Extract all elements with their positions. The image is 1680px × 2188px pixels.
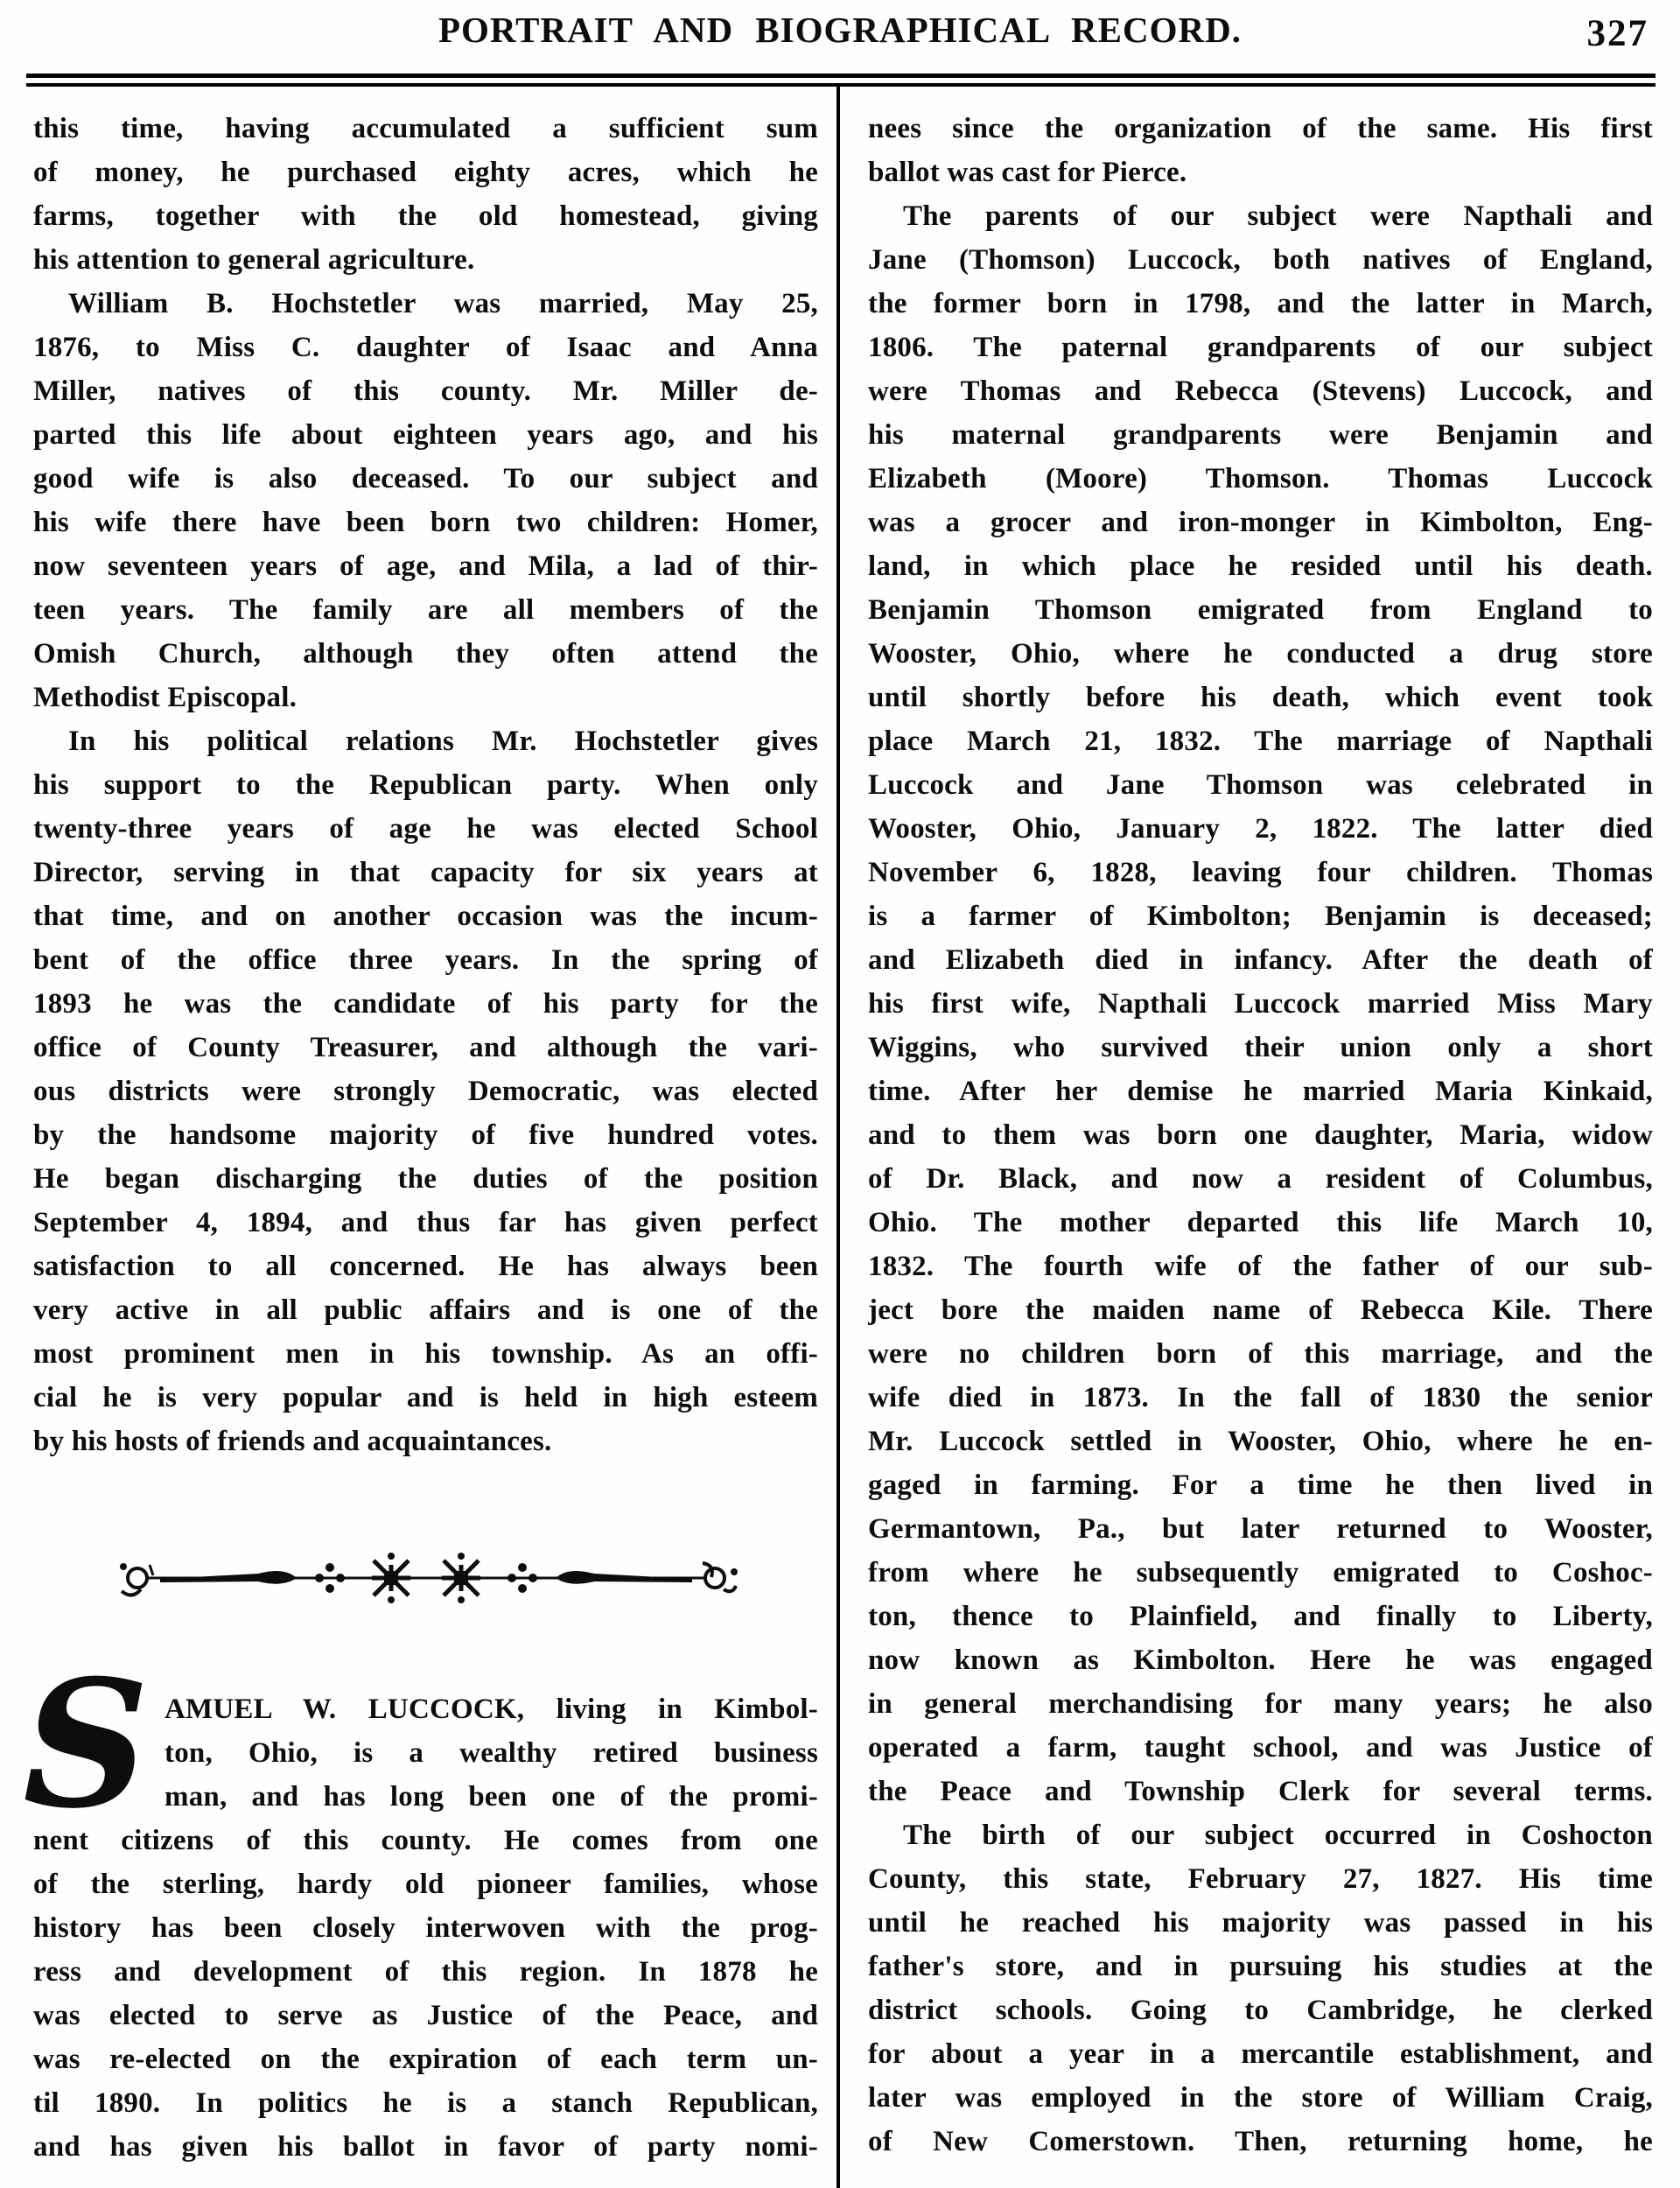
text-line: father's store, and in pursuing his studies at the: [868, 1951, 1653, 1982]
header-rule-bottom: [26, 83, 1656, 87]
text-line: his support to the Republican party. When only: [33, 769, 818, 801]
page-number: 327: [1586, 13, 1648, 54]
text-line: ton, Ohio, is a wealthy retired business: [164, 1737, 818, 1769]
text-line: history has been closely interwoven with the prog-: [33, 1912, 818, 1944]
text-line: wife died in 1873. In the fall of 1830 the senior: [868, 1382, 1653, 1413]
text-line: teen years. The family are all members of the: [33, 594, 818, 626]
text-line: September 4, 1894, and thus far has given perfect: [33, 1207, 818, 1238]
text-line: district schools. Going to Cambridge, he clerked: [868, 1995, 1653, 2026]
text-line: of the sterling, hardy old pioneer families, whose: [33, 1869, 818, 1900]
left-column: [23, 107, 818, 2169]
text-line: Director, serving in that capacity for six years at: [33, 857, 818, 888]
text-line: operated a farm, taught school, and was Justice of: [868, 1732, 1653, 1764]
text-line: and to them was born one daughter, Maria, widow: [868, 1119, 1653, 1151]
text-line: Wiggins, who survived their union only a short: [868, 1032, 1653, 1063]
text-line: of money, he purchased eighty acres, which he: [33, 157, 818, 188]
text-line: nent citizens of this county. He comes from one: [33, 1825, 818, 1856]
text-line: ton, thence to Plainfield, and finally to Liberty,: [868, 1601, 1653, 1632]
text-line: Wooster, Ohio, January 2, 1822. The latter died: [868, 813, 1653, 845]
text-line: by the handsome majority of five hundred votes.: [33, 1119, 818, 1151]
text-line: Benjamin Thomson emigrated from England to: [868, 594, 1653, 626]
paragraph: [868, 194, 1653, 1813]
column-divider-rule: [836, 83, 840, 2188]
text-line: gaged in farming. For a time he then lived in: [868, 1469, 1653, 1501]
paragraph: [868, 1813, 1653, 2163]
text-line: from where he subsequently emigrated to Coshoc-: [868, 1557, 1653, 1588]
text-line: was a grocer and iron-monger in Kimbolton, Eng-: [868, 507, 1653, 538]
text-line: Jane (Thomson) Luccock, both natives of England,: [868, 244, 1653, 276]
text-line: of Dr. Black, and now a resident of Columbus,: [868, 1163, 1653, 1195]
text-line: later was employed in the store of William Craig,: [868, 2082, 1653, 2114]
text-line: office of County Treasurer, and although the vari-: [33, 1032, 818, 1063]
text-line: and Elizabeth died in infancy. After the death of: [868, 944, 1653, 976]
text-line: County, this state, February 27, 1827. His time: [868, 1863, 1653, 1895]
dropcap-paragraph: [23, 1642, 818, 2169]
text-line: In his political relations Mr. Hochstetler gives: [68, 726, 818, 757]
text-line: Omish Church, although they often attend the: [33, 638, 818, 670]
text-line: 1893 he was the candidate of his party for the: [33, 988, 818, 1020]
text-line: until he reached his majority was passed in his: [868, 1907, 1653, 1939]
text-line: 1806. The paternal grandparents of our subject: [868, 332, 1653, 363]
text-line: Germantown, Pa., but later returned to Wooster,: [868, 1513, 1653, 1545]
text-line: by his hosts of friends and acquaintances.: [33, 1426, 552, 1457]
text-line: this time, having accumulated a sufficient sum: [33, 113, 818, 144]
text-line: was elected to serve as Justice of the Peace, and: [33, 2000, 818, 2031]
text-line: in general merchandising for many years; he also: [868, 1688, 1653, 1720]
text-line: his wife there have been born two children: Homer,: [33, 507, 818, 538]
text-line: AMUEL W. LUCCOCK, living in Kimbol-: [164, 1694, 818, 1725]
text-line: parted this life about eighteen years ago, and his: [33, 419, 818, 451]
text-line: very active in all public affairs and is one of the: [33, 1294, 818, 1326]
text-line: til 1890. In politics he is a stanch Republican,: [33, 2087, 818, 2119]
text-line: the former born in 1798, and the latter in March,: [868, 288, 1653, 319]
text-line: twenty-three years of age he was elected School: [33, 813, 818, 845]
text-line: ress and development of this region. In 1878 he: [33, 1956, 818, 1988]
text-line: place March 21, 1832. The marriage of Napthali: [868, 726, 1653, 757]
text-line: land, in which place he resided until his death.: [868, 551, 1653, 582]
text-line: for about a year in a mercantile establishment, and: [868, 2038, 1653, 2070]
text-line: bent of the office three years. In the spring of: [33, 944, 818, 976]
right-column: [868, 107, 1653, 2163]
text-line: most prominent men in his township. As an offi-: [33, 1338, 818, 1370]
text-line: his maternal grandparents were Benjamin and: [868, 419, 1653, 451]
text-line: Methodist Episcopal.: [33, 682, 298, 713]
text-line: now known as Kimbolton. Here he was engaged: [868, 1645, 1653, 1676]
ornament-divider-icon: [111, 1547, 741, 1609]
text-line: were no children born of this marriage, and the: [868, 1338, 1653, 1370]
paragraph: [33, 107, 818, 282]
text-line: The birth of our subject occurred in Coshocton: [903, 1820, 1653, 1851]
text-line: ous districts were strongly Democratic, was elected: [33, 1076, 818, 1107]
text-line: of New Comerstown. Then, returning home, he: [868, 2126, 1653, 2157]
text-line: the Peace and Township Clerk for several terms.: [868, 1776, 1653, 1807]
text-line: Mr. Luccock settled in Wooster, Ohio, where he en-: [868, 1426, 1653, 1457]
paragraph: [33, 282, 818, 719]
text-line: Elizabeth (Moore) Thomson. Thomas Luccock: [868, 463, 1653, 494]
text-line: He began discharging the duties of the position: [33, 1163, 818, 1195]
text-line: ballot was cast for Pierce.: [868, 157, 1187, 188]
text-line: that time, and on another occasion was the incum-: [33, 901, 818, 932]
text-line: 1832. The fourth wife of the father of our sub-: [868, 1251, 1653, 1282]
text-line: The parents of our subject were Napthali and: [903, 200, 1653, 232]
text-line: time. After her demise he married Maria Kinkaid,: [868, 1076, 1653, 1107]
left-column-text-top: [33, 107, 818, 1463]
text-line: William B. Hochstetler was married, May 25,: [68, 288, 818, 319]
text-line: his first wife, Napthali Luccock married Miss Mary: [868, 988, 1653, 1020]
header-rule-top: [26, 74, 1656, 78]
text-line: his attention to general agriculture.: [33, 244, 475, 276]
text-line: November 6, 1828, leaving four children. Thomas: [868, 857, 1653, 888]
paragraph: [33, 719, 818, 1463]
text-line: Ohio. The mother departed this life March 10,: [868, 1207, 1653, 1238]
text-line: Luccock and Jane Thomson was celebrated in: [868, 769, 1653, 801]
text-line: good wife is also deceased. To our subject and: [33, 463, 818, 494]
text-line: is a farmer of Kimbolton; Benjamin is deceased;: [868, 901, 1653, 932]
text-line: 1876, to Miss C. daughter of Isaac and Anna: [33, 332, 818, 363]
text-line: was re-elected on the expiration of each term un-: [33, 2044, 818, 2075]
text-line: cial he is very popular and is held in high esteem: [33, 1382, 818, 1413]
left-column-text-bottom: [23, 1642, 818, 2169]
text-line: farms, together with the old homestead, giving: [33, 200, 818, 232]
page-title: PORTRAIT AND BIOGRAPHICAL RECORD.: [438, 10, 1242, 50]
text-line: until shortly before his death, which event took: [868, 682, 1653, 713]
text-line: Wooster, Ohio, where he conducted a drug store: [868, 638, 1653, 670]
text-line: man, and has long been one of the promi-: [164, 1781, 818, 1813]
drop-cap-letter: S: [23, 1642, 150, 1848]
text-line: ject bore the maiden name of Rebecca Kile. There: [868, 1294, 1653, 1326]
text-line: Miller, natives of this county. Mr. Miller de-: [33, 375, 818, 407]
text-line: and has given his ballot in favor of party nomi-: [33, 2131, 818, 2163]
text-line: satisfaction to all concerned. He has always been: [33, 1251, 818, 1282]
paragraph: [868, 107, 1653, 194]
text-line: nees since the organization of the same. His first: [868, 113, 1653, 144]
text-line: were Thomas and Rebecca (Stevens) Luccock, and: [868, 375, 1653, 407]
text-line: now seventeen years of age, and Mila, a lad of thir-: [33, 551, 818, 582]
